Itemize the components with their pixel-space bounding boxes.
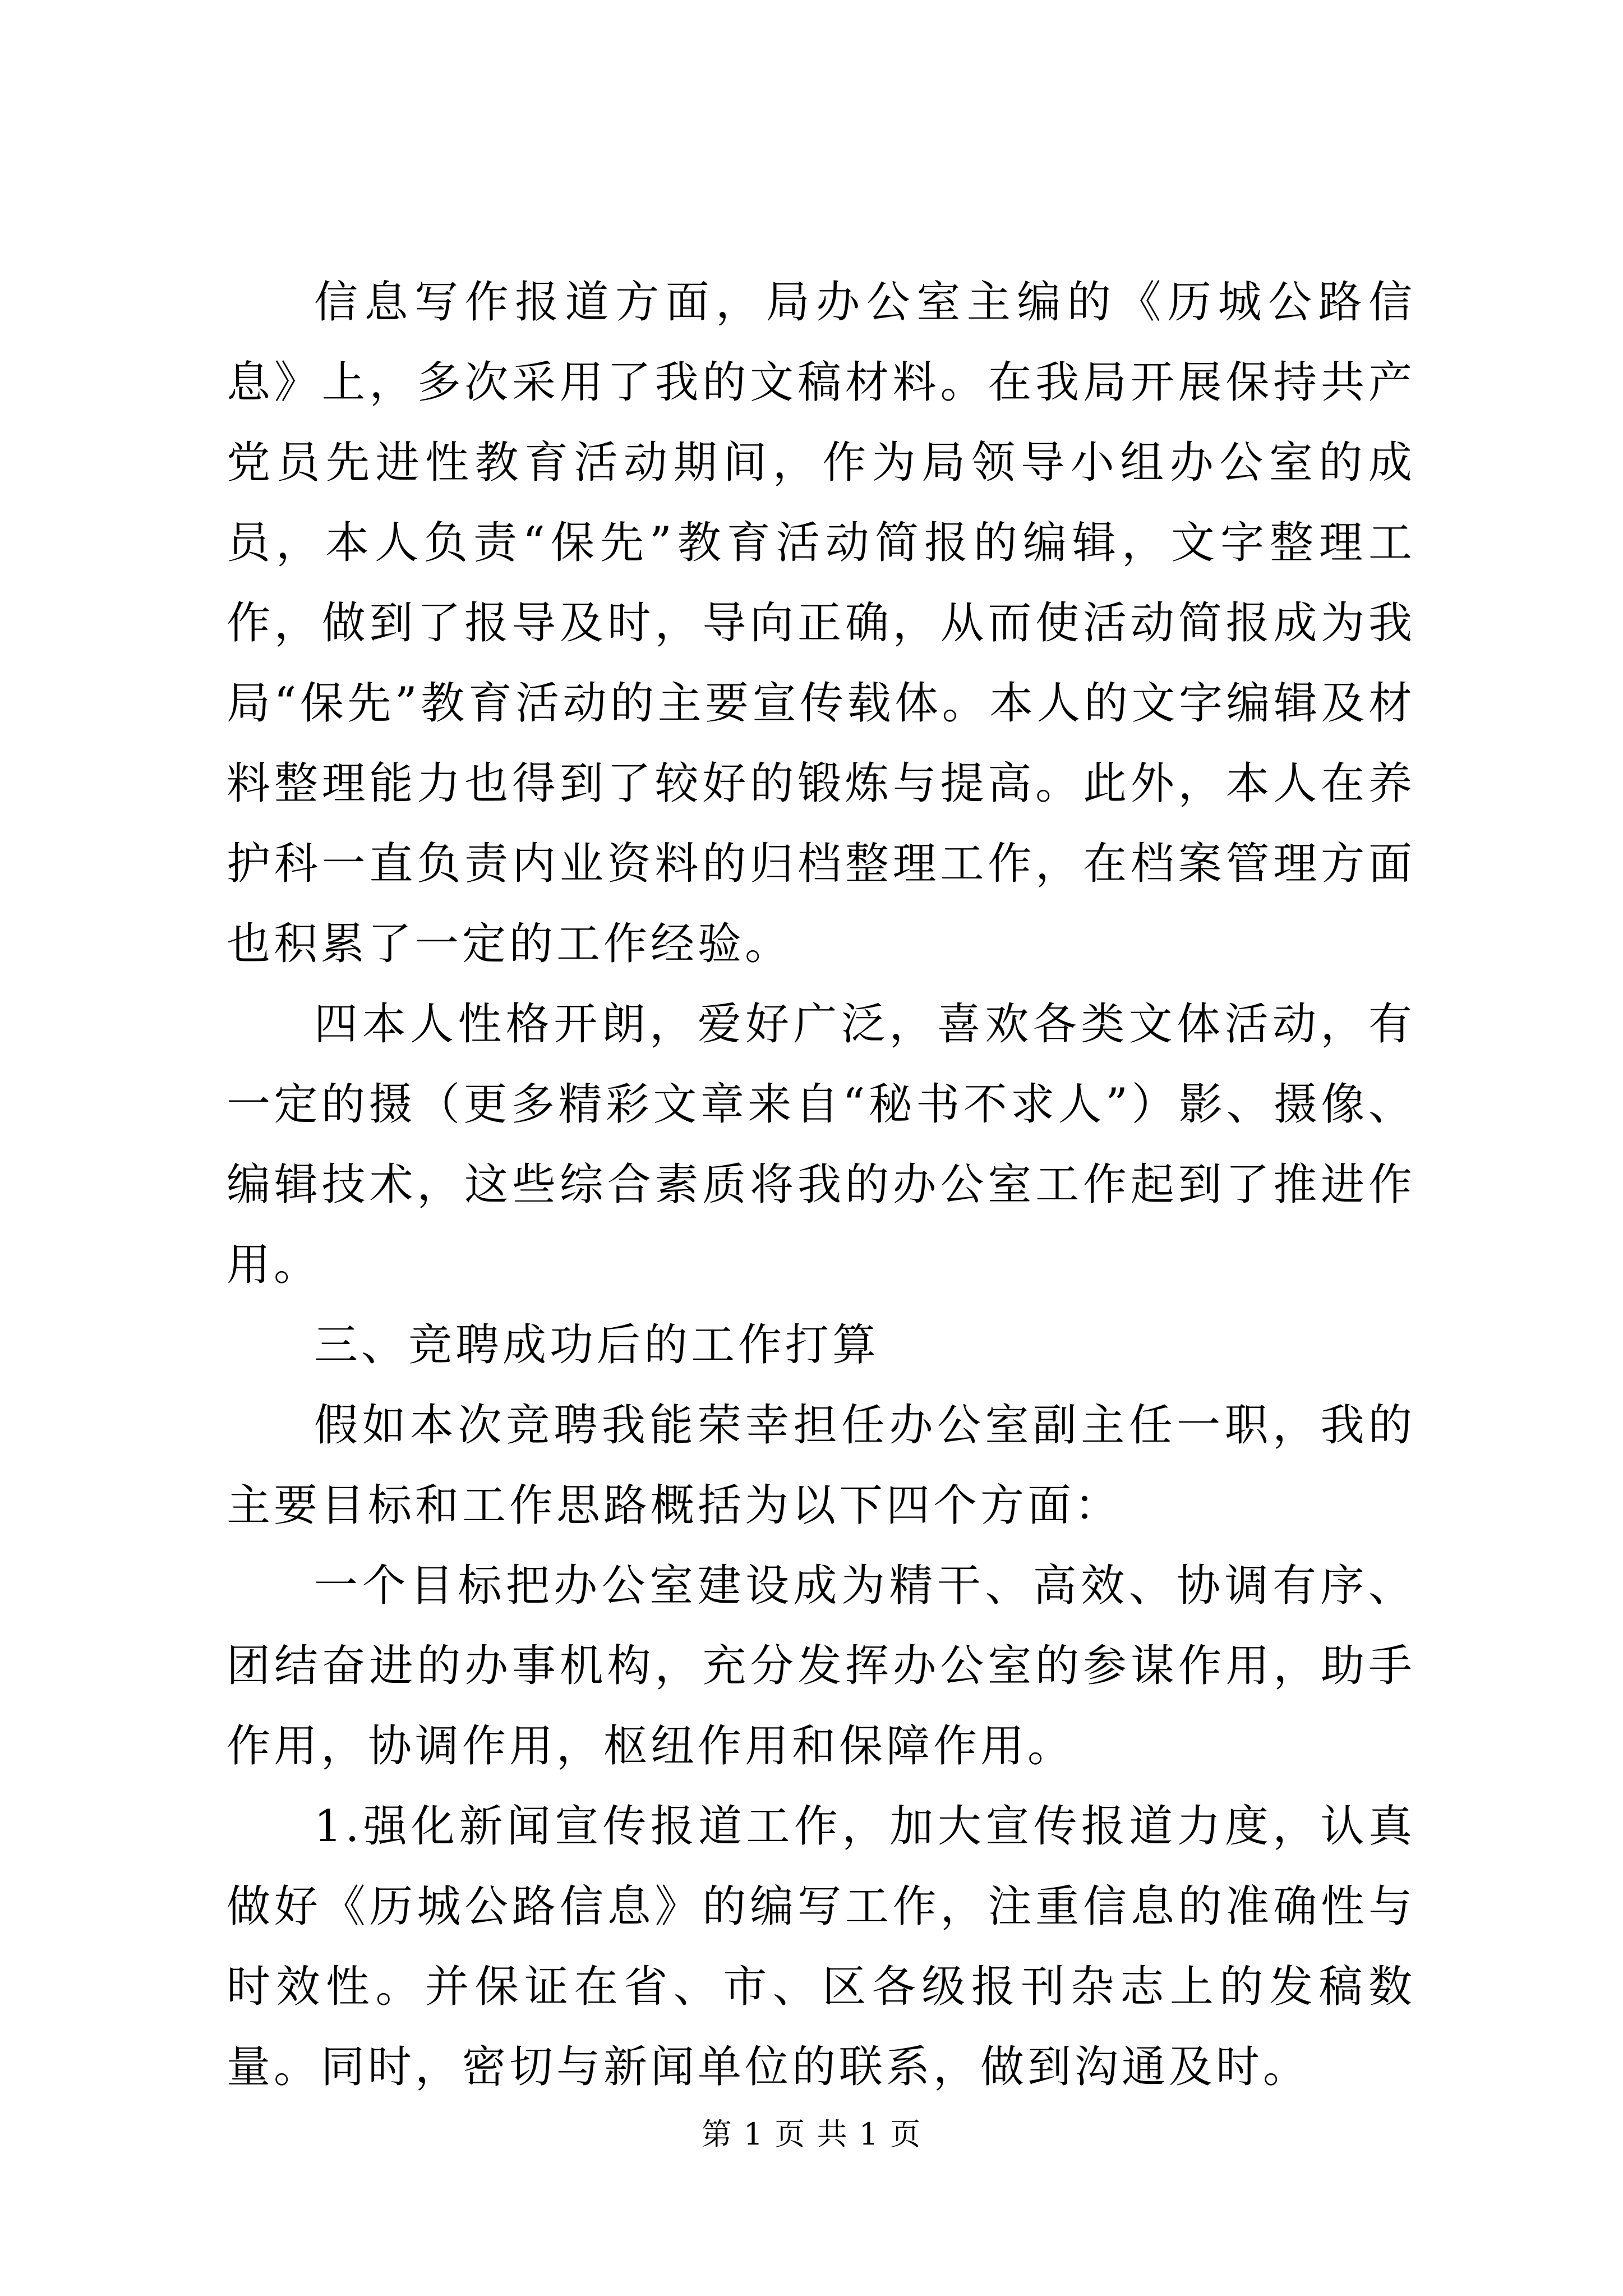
paragraph-one-goal: 一个目标把办公室建设成为精干、高效、协调有序、团结奋进的办事机构，充分发挥办公室的参谋作用，助手作用，协调作用，枢纽作用和保障作用。 — [227, 1561, 1415, 1772]
paragraph-item-1: 1.强化新闻宣传报道工作，加大宣传报道力度，认真做好《历城公路信息》的编写工作，注重信息的准确性与时效性。并保证在省、市、区各级报刊杂志上的发稿数量。同时，密切与新闻单位的联系，做到沟通及时。 — [227, 1801, 1415, 2092]
paragraph-work-plan-intro: 假如本次竞聘我能荣幸担任办公室副主任一职，我的主要目标和工作思路概括为以下四个方面： — [227, 1400, 1415, 1531]
page-footer: 第 1 页 共 1 页 — [701, 2116, 922, 2152]
document-body — [227, 263, 1415, 2108]
section-heading-work-plan: 三、竞聘成功后的工作打算 — [314, 1320, 880, 1370]
paragraph-info-writing: 信息写作报道方面，局办公室主编的《历城公路信息》上，多次采用了我的文稿材料。在我局开展保持共产党员先进性教育活动期间，作为局领导小组办公室的成员，本人负责“保先”教育活动简报的编辑，文字整理工作，做到了报导及时，导向正确，从而使活动简报成为我局“保先”教育活动的主要宣传载体。本人的文字编辑及材料整理能力也得到了较好的锻炼与提高。此外，本人在养护科一直负责内业资料的归档整理工作，在档案管理方面也积累了一定的工作经验。 — [227, 277, 1415, 969]
paragraph-personality: 四本人性格开朗，爱好广泛，喜欢各类文体活动，有一定的摄（更多精彩文章来自“秘书不求人”）影、摄像、编辑技术，这些综合素质将我的办公室工作起到了推进作用。 — [227, 999, 1415, 1290]
